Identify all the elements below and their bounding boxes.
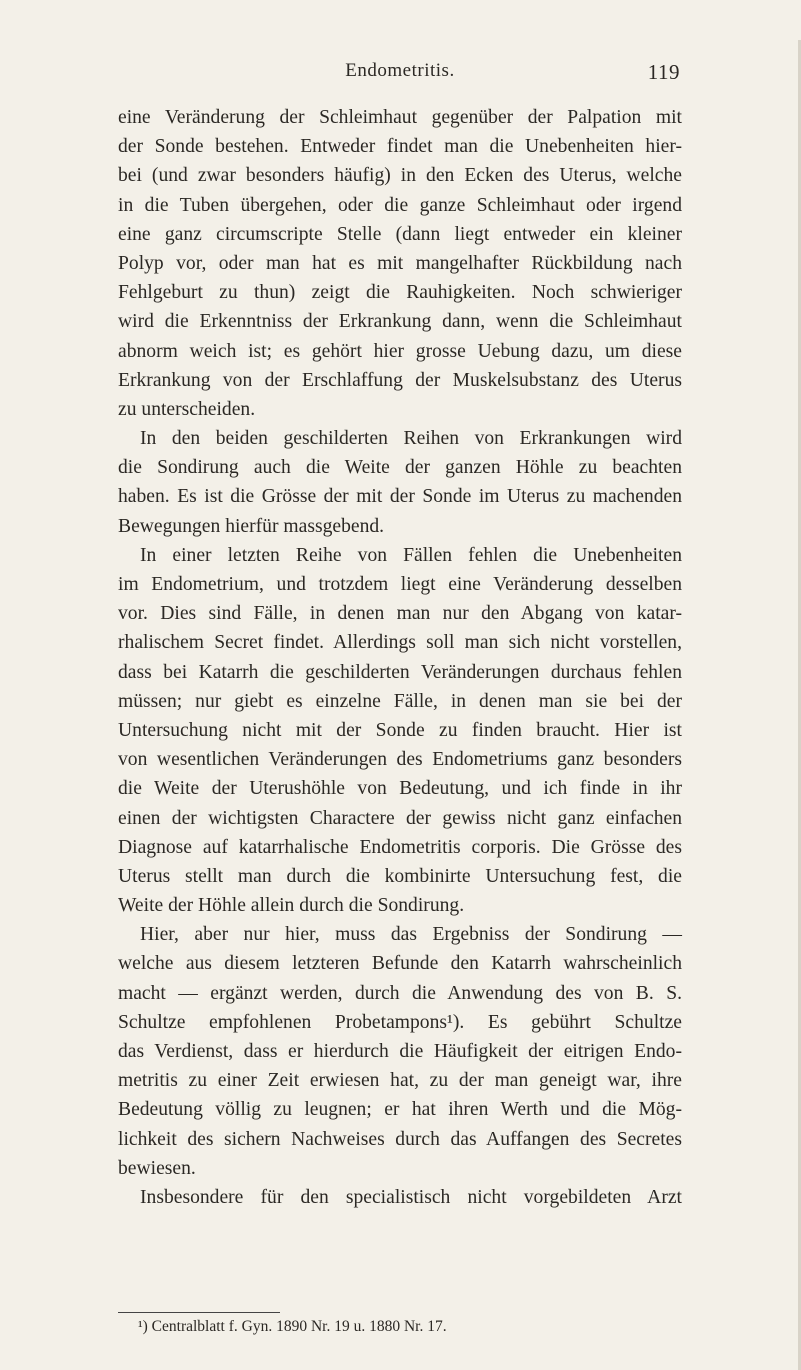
text-line: Fehlgeburt zu thun) zeigt die Rauhigkeiten. Noch schwieriger <box>118 282 682 304</box>
text-line: von wesentlichen Veränderungen des Endometriums ganz besonders <box>118 749 682 771</box>
body-text <box>118 103 682 1212</box>
text-line: müssen; nur giebt es einzelne Fälle, in denen man sie bei der <box>118 690 682 712</box>
text-line: die Sondirung auch die Weite der ganzen Höhle zu beachten <box>118 457 682 479</box>
text-line: Bewegungen hierfür massgebend. <box>118 515 385 537</box>
text-line: Hier, aber nur hier, muss das Ergebniss der Sondirung — <box>140 924 682 946</box>
text-line: bei (und zwar besonders häufig) in den Ecken des Uterus, welche <box>118 165 682 187</box>
text-line: rhalischem Secret findet. Allerdings soll man sich nicht vorstellen, <box>118 632 682 654</box>
text-line: eine Veränderung der Schleimhaut gegenüber der Palpation mit <box>118 107 682 128</box>
text-line: Polyp vor, oder man hat es mit mangelhafter Rückbildung nach <box>118 252 682 274</box>
text-line: Insbesondere für den specialistisch nicht vorgebildeten Arzt <box>140 1186 682 1208</box>
text-line: bewiesen. <box>118 1157 196 1179</box>
text-line: im Endometrium, und trotzdem liegt eine Veränderung desselben <box>118 574 682 595</box>
footnote-rule <box>118 1312 280 1313</box>
text-line: dass bei Katarrh die geschilderten Veränderungen durchaus fehlen <box>118 661 682 683</box>
text-line: haben. Es ist die Grösse der mit der Sonde im Uterus zu machenden <box>118 486 682 508</box>
text-line: Untersuchung nicht mit der Sonde zu finden braucht. Hier ist <box>118 719 682 741</box>
text-line: vor. Dies sind Fälle, in denen man nur den Abgang von katar- <box>118 603 682 625</box>
text-line: einen der wichtigsten Charactere der gewiss nicht ganz einfachen <box>118 807 682 829</box>
footnote: ¹) Centralblatt f. Gyn. 1890 Nr. 19 u. 1880 Nr. 17. <box>138 1318 447 1335</box>
text-line: eine ganz circumscripte Stelle (dann liegt entweder ein kleiner <box>118 223 682 245</box>
text-line: Uterus stellt man durch die kombinirte Untersuchung fest, die <box>118 865 682 887</box>
text-line: Bedeutung völlig zu leugnen; er hat ihren Werth und die Mög- <box>118 1099 682 1121</box>
text-line: zu unterscheiden. <box>118 398 256 420</box>
text-line: die Weite der Uterushöhle von Bedeutung, und ich finde in ihr <box>118 778 682 800</box>
text-line: das Verdienst, dass er hierdurch die Häufigkeit der eitrigen Endo- <box>118 1041 682 1062</box>
page-header <box>120 60 680 90</box>
running-title: Endometritis. <box>345 60 455 81</box>
text-line: macht — ergänzt werden, durch die Anwendung des von B. S. <box>118 982 682 1004</box>
text-line: der Sonde bestehen. Entweder findet man die Unebenheiten hier- <box>118 136 682 158</box>
text-line: metritis zu einer Zeit erwiesen hat, zu der man geneigt war, ihre <box>118 1070 682 1092</box>
text-line: In einer letzten Reihe von Fällen fehlen die Unebenheiten <box>140 544 682 566</box>
text-line: Weite der Höhle allein durch die Sondirung. <box>118 895 465 917</box>
text-line: Diagnose auf katarrhalische Endometritis corporis. Die Grösse des <box>118 836 682 858</box>
text-line: welche aus diesem letzteren Befunde den Katarrh wahrscheinlich <box>118 953 682 975</box>
text-line: Erkrankung von der Erschlaffung der Muskelsubstanz des Uterus <box>118 369 682 391</box>
text-line: In den beiden geschilderten Reihen von Erkrankungen wird <box>140 428 682 450</box>
page-number: 119 <box>647 60 680 84</box>
text-line: Schultze empfohlenen Probetampons¹). Es gebührt Schultze <box>118 1011 682 1033</box>
text-line: lichkeit des sichern Nachweises durch das Auffangen des Secretes <box>118 1128 682 1150</box>
text-line: in die Tuben übergehen, oder die ganze Schleimhaut oder irgend <box>118 194 682 216</box>
text-line: abnorm weich ist; es gehört hier grosse Uebung dazu, um diese <box>118 340 682 362</box>
text-line: wird die Erkenntniss der Erkrankung dann, wenn die Schleimhaut <box>118 311 682 333</box>
